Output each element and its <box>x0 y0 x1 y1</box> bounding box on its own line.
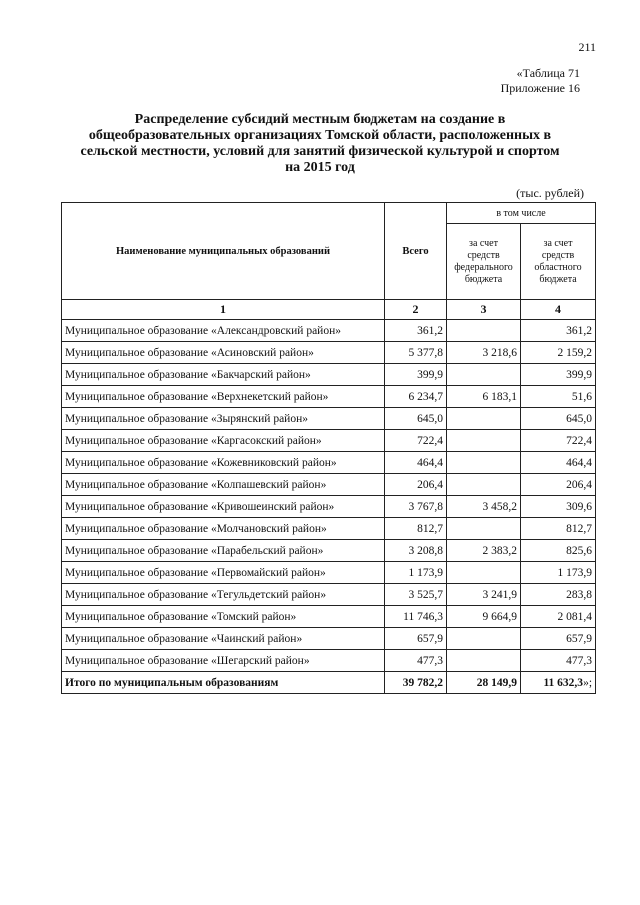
regional-value: 825,6 <box>521 540 596 562</box>
regional-value: 812,7 <box>521 518 596 540</box>
table-body <box>62 300 596 694</box>
municipality-name: Муниципальное образование «Асиновский район» <box>62 342 385 364</box>
total-value: 3 767,8 <box>385 496 447 518</box>
header-including: в том числе <box>447 203 596 224</box>
regional-value: 2 159,2 <box>521 342 596 364</box>
federal-value <box>447 562 521 584</box>
federal-total-value: 28 149,9 <box>447 672 521 694</box>
header-federal-line: средств <box>467 249 500 261</box>
federal-value <box>447 474 521 496</box>
total-value: 1 173,9 <box>385 562 447 584</box>
total-value: 3 208,8 <box>385 540 447 562</box>
regional-value: 309,6 <box>521 496 596 518</box>
total-row <box>62 672 596 694</box>
total-value: 477,3 <box>385 650 447 672</box>
units-label: (тыс. рублей) <box>516 186 584 200</box>
table-row <box>62 452 596 474</box>
header-total: Всего <box>385 203 447 300</box>
municipality-name: Муниципальное образование «Шегарский район» <box>62 650 385 672</box>
regional-value: 1 173,9 <box>521 562 596 584</box>
total-value: 464,4 <box>385 452 447 474</box>
federal-value: 2 383,2 <box>447 540 521 562</box>
municipality-name: Муниципальное образование «Александровский район» <box>62 320 385 342</box>
regional-value: 657,9 <box>521 628 596 650</box>
header-federal-line: бюджета <box>464 273 503 285</box>
municipality-name: Муниципальное образование «Молчановский район» <box>62 518 385 540</box>
municipality-name: Муниципальное образование «Каргасокский район» <box>62 430 385 452</box>
municipality-name: Муниципальное образование «Тегульдетский район» <box>62 584 385 606</box>
municipality-name: Муниципальное образование «Верхнекетский район» <box>62 386 385 408</box>
total-value: 3 525,7 <box>385 584 447 606</box>
regional-total-cell <box>521 672 596 694</box>
federal-value <box>447 430 521 452</box>
table-row <box>62 650 596 672</box>
total-value: 5 377,8 <box>385 342 447 364</box>
municipality-name: Муниципальное образование «Кожевниковский район» <box>62 452 385 474</box>
federal-value <box>447 452 521 474</box>
table-row <box>62 496 596 518</box>
total-value: 645,0 <box>385 408 447 430</box>
subsidy-table <box>61 202 596 694</box>
column-number: 4 <box>521 300 596 320</box>
table-row <box>62 364 596 386</box>
grand-total-value: 39 782,2 <box>385 672 447 694</box>
table-row <box>62 606 596 628</box>
regional-value: 399,9 <box>521 364 596 386</box>
municipality-name: Муниципальное образование «Парабельский район» <box>62 540 385 562</box>
header-regional-line: средств <box>541 249 575 261</box>
regional-total-value: 11 632,3 <box>543 676 584 689</box>
header-federal-line: за счет <box>469 237 498 249</box>
header-regional <box>521 224 596 300</box>
table-row <box>62 342 596 364</box>
title-line: сельской местности, условий для занятий физической культурой и спортом <box>80 144 560 159</box>
regional-value: 722,4 <box>521 430 596 452</box>
header-regional-line: бюджета <box>539 273 577 285</box>
municipality-name: Муниципальное образование «Чаинский район» <box>62 628 385 650</box>
table-row <box>62 562 596 584</box>
federal-value <box>447 320 521 342</box>
total-value: 361,2 <box>385 320 447 342</box>
header-municipality: Наименование муниципальных образований <box>62 203 385 300</box>
document-title <box>60 112 580 176</box>
regional-value: 361,2 <box>521 320 596 342</box>
total-value: 722,4 <box>385 430 447 452</box>
total-value: 812,7 <box>385 518 447 540</box>
header-regional-line: областного <box>534 261 582 273</box>
table-row <box>62 430 596 452</box>
municipality-name: Муниципальное образование «Колпашевский район» <box>62 474 385 496</box>
column-number: 2 <box>385 300 447 320</box>
regional-value: 477,3 <box>521 650 596 672</box>
table-number: «Таблица 71 <box>516 66 580 80</box>
municipality-name: Муниципальное образование «Первомайский район» <box>62 562 385 584</box>
regional-value: 464,4 <box>521 452 596 474</box>
closing-quote: »; <box>583 676 593 689</box>
federal-value: 3 458,2 <box>447 496 521 518</box>
appendix-number: Приложение 16 <box>500 81 580 95</box>
federal-value: 3 241,9 <box>447 584 521 606</box>
regional-value: 2 081,4 <box>521 606 596 628</box>
total-value: 206,4 <box>385 474 447 496</box>
federal-value <box>447 650 521 672</box>
table-row <box>62 628 596 650</box>
municipality-name: Муниципальное образование «Кривошеинский район» <box>62 496 385 518</box>
municipality-name: Муниципальное образование «Зырянский район» <box>62 408 385 430</box>
regional-value: 645,0 <box>521 408 596 430</box>
total-label: Итого по муниципальным образованиям <box>62 672 385 694</box>
total-value: 399,9 <box>385 364 447 386</box>
regional-value: 206,4 <box>521 474 596 496</box>
header-regional-line: за счет <box>543 237 573 249</box>
column-number: 3 <box>447 300 521 320</box>
federal-value <box>447 628 521 650</box>
regional-value: 51,6 <box>521 386 596 408</box>
table-row <box>62 386 596 408</box>
regional-value: 283,8 <box>521 584 596 606</box>
table-row <box>62 474 596 496</box>
municipality-name: Муниципальное образование «Томский район» <box>62 606 385 628</box>
federal-value: 9 664,9 <box>447 606 521 628</box>
title-line: Распределение субсидий местным бюджетам на создание в <box>134 112 506 127</box>
title-line: на 2015 год <box>285 160 355 175</box>
total-value: 657,9 <box>385 628 447 650</box>
federal-value <box>447 364 521 386</box>
total-value: 6 234,7 <box>385 386 447 408</box>
federal-value: 3 218,6 <box>447 342 521 364</box>
federal-value <box>447 518 521 540</box>
table-row <box>62 518 596 540</box>
table-row <box>62 320 596 342</box>
page-number: 211 <box>578 40 596 54</box>
header-federal <box>447 224 521 300</box>
column-number-row <box>62 300 596 320</box>
header-federal-line: федерального <box>454 261 513 273</box>
table-row <box>62 408 596 430</box>
federal-value <box>447 408 521 430</box>
municipality-name: Муниципальное образование «Бакчарский район» <box>62 364 385 386</box>
column-number: 1 <box>62 300 385 320</box>
table-row <box>62 540 596 562</box>
federal-value: 6 183,1 <box>447 386 521 408</box>
table-reference <box>501 66 580 96</box>
table-row <box>62 584 596 606</box>
total-value: 11 746,3 <box>385 606 447 628</box>
title-line: общеобразовательных организациях Томской области, расположенных в <box>88 128 552 143</box>
